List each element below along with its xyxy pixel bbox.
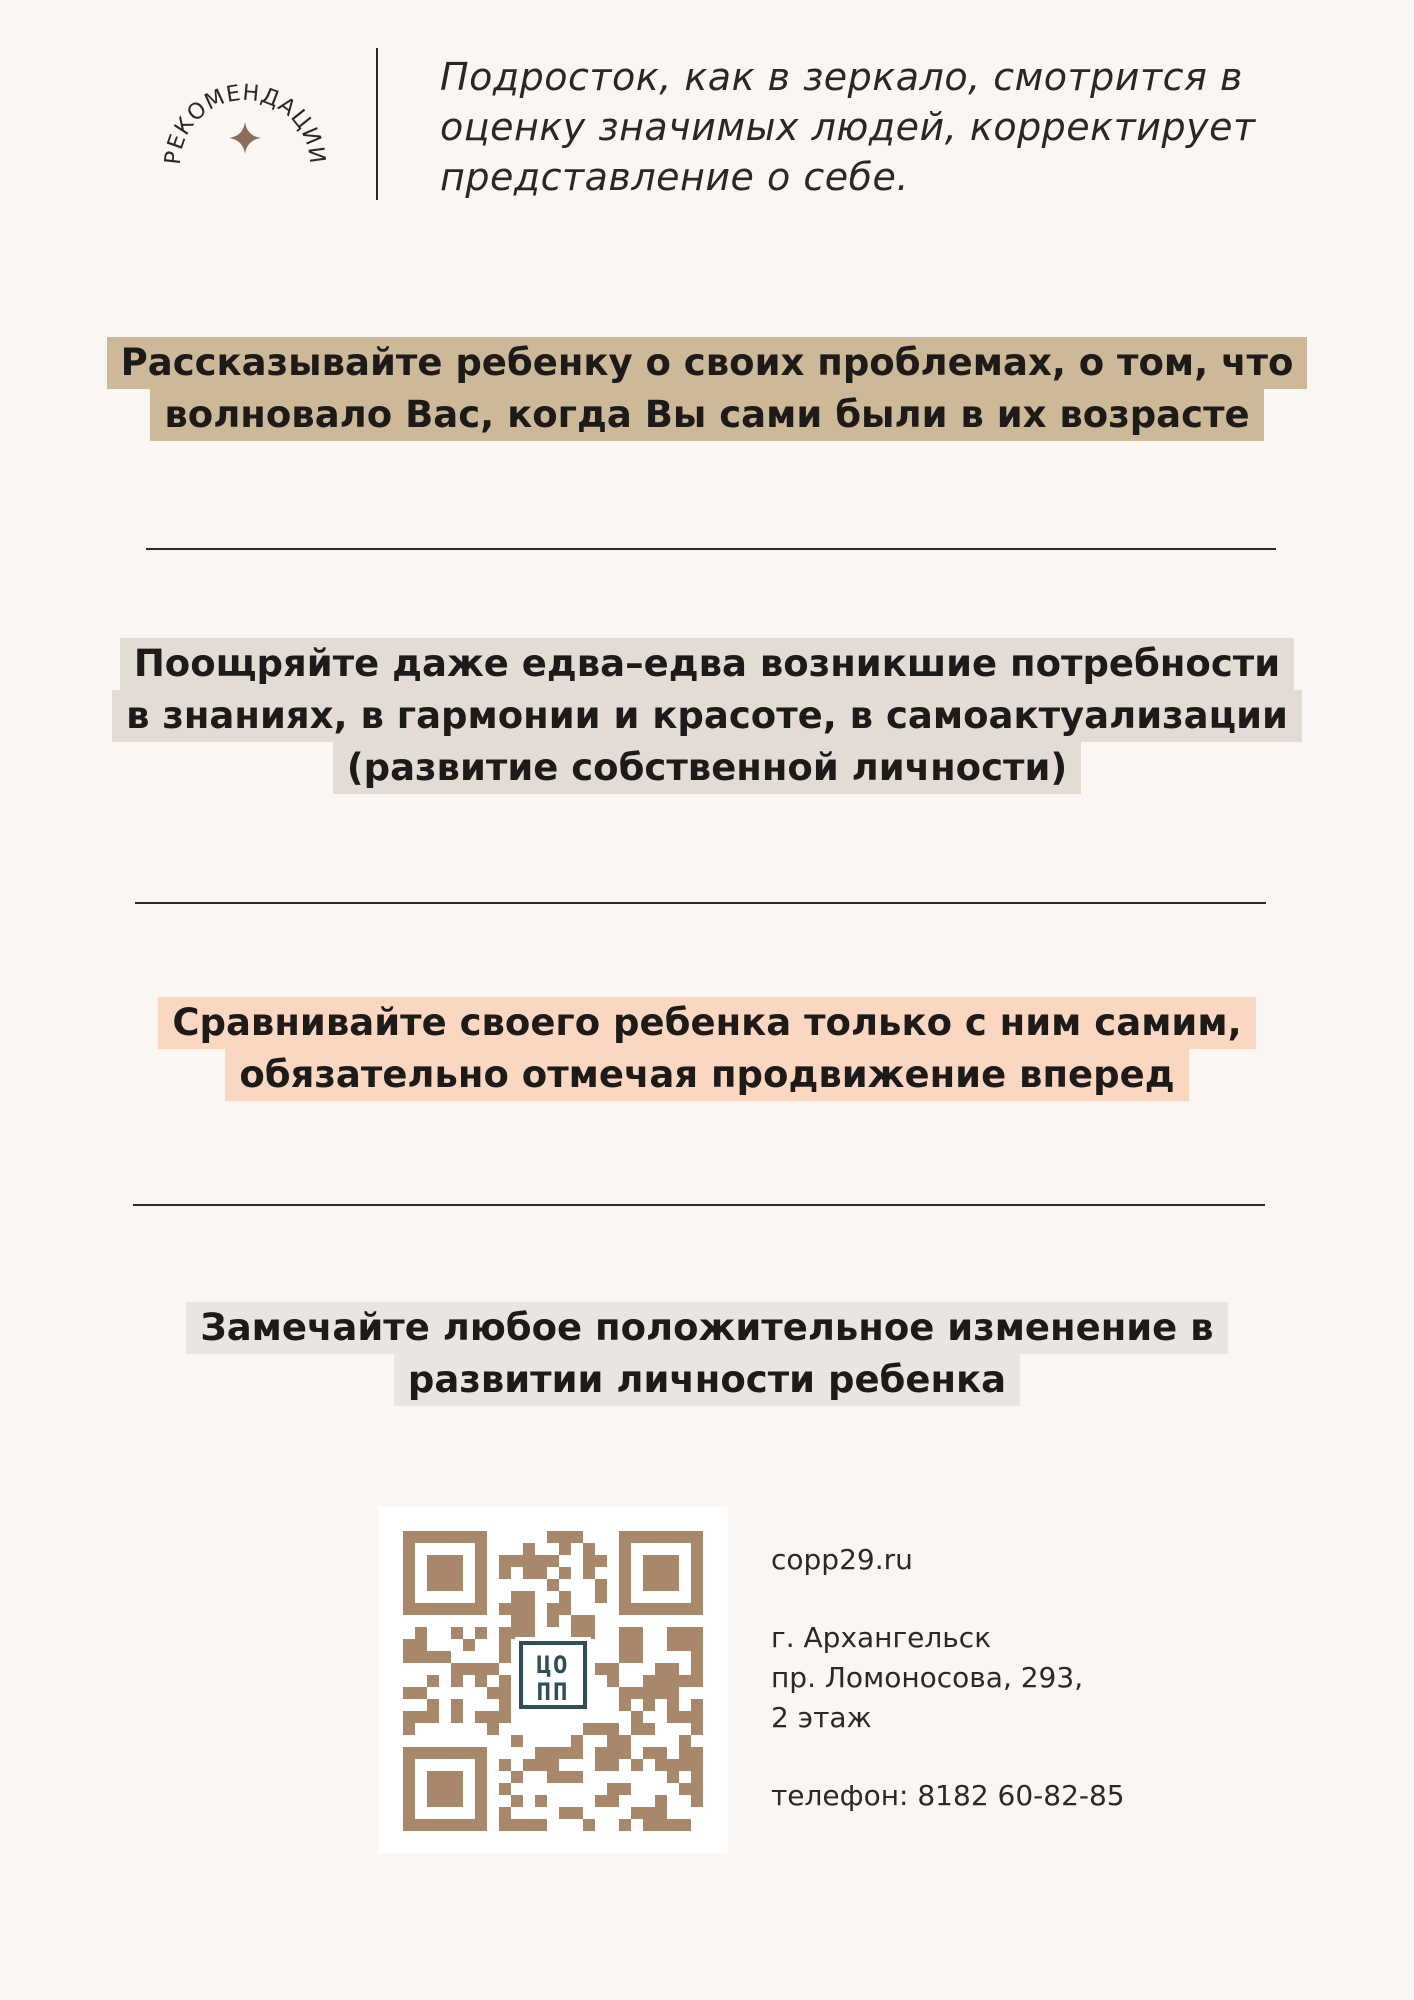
phone-number[interactable]: телефон: 8182 60-82-85 [771, 1779, 1125, 1812]
address-line: г. Архангельск [771, 1621, 992, 1654]
recommendation-line: (развитие собственной личности) [333, 742, 1082, 794]
qr-code[interactable] [378, 1506, 728, 1854]
header-divider [376, 48, 378, 200]
address-line: пр. Ломоносова, 293, [771, 1661, 1084, 1694]
logo-text: РЕКОМЕНДАЦИИ [160, 80, 330, 166]
divider-3 [133, 1204, 1265, 1206]
header-quote [440, 52, 1340, 202]
svg-text:ПП [537, 1678, 570, 1706]
website-link[interactable]: copp29.ru [771, 1543, 913, 1576]
recommendation-4 [0, 1302, 1414, 1406]
svg-text:ЦО [537, 1651, 570, 1679]
recommendation-line: волновало Вас, когда Вы сами были в их возрасте [150, 389, 1263, 441]
divider-2 [135, 902, 1266, 904]
recommendation-line: обязательно отмечая продвижение вперед [225, 1049, 1188, 1101]
quote-line: Подросток, как в зеркало, смотрится в [440, 55, 1243, 99]
divider-1 [146, 548, 1276, 550]
recommendation-3 [0, 997, 1414, 1101]
recommendations-logo [150, 40, 340, 180]
recommendation-line: Рассказывайте ребенку о своих проблемах, о том, что [107, 337, 1308, 389]
recommendation-line: Замечайте любое положительное изменение в [186, 1302, 1227, 1354]
header [0, 0, 1414, 220]
quote-line: представление о себе. [440, 155, 909, 199]
contacts [771, 1540, 1125, 1816]
quote-line: оценку значимых людей, корректирует [440, 105, 1256, 149]
star-icon [229, 122, 261, 154]
qr-code-card [378, 1506, 728, 1854]
address-line: 2 этаж [771, 1701, 872, 1734]
recommendation-line: Сравнивайте своего ребенка только с ним самим, [158, 997, 1255, 1049]
recommendation-line: Поощряйте даже едва–едва возникшие потребности [120, 638, 1294, 690]
recommendation-line: развитии личности ребенка [394, 1354, 1020, 1406]
recommendation-1 [0, 337, 1414, 441]
recommendation-2 [0, 638, 1414, 794]
qr-center-logo-text: ПП [536, 1678, 570, 1706]
qr-center-logo-text: ЦО [536, 1651, 570, 1679]
recommendation-line: в знаниях, в гармонии и красоте, в самоактуализации [112, 690, 1302, 742]
